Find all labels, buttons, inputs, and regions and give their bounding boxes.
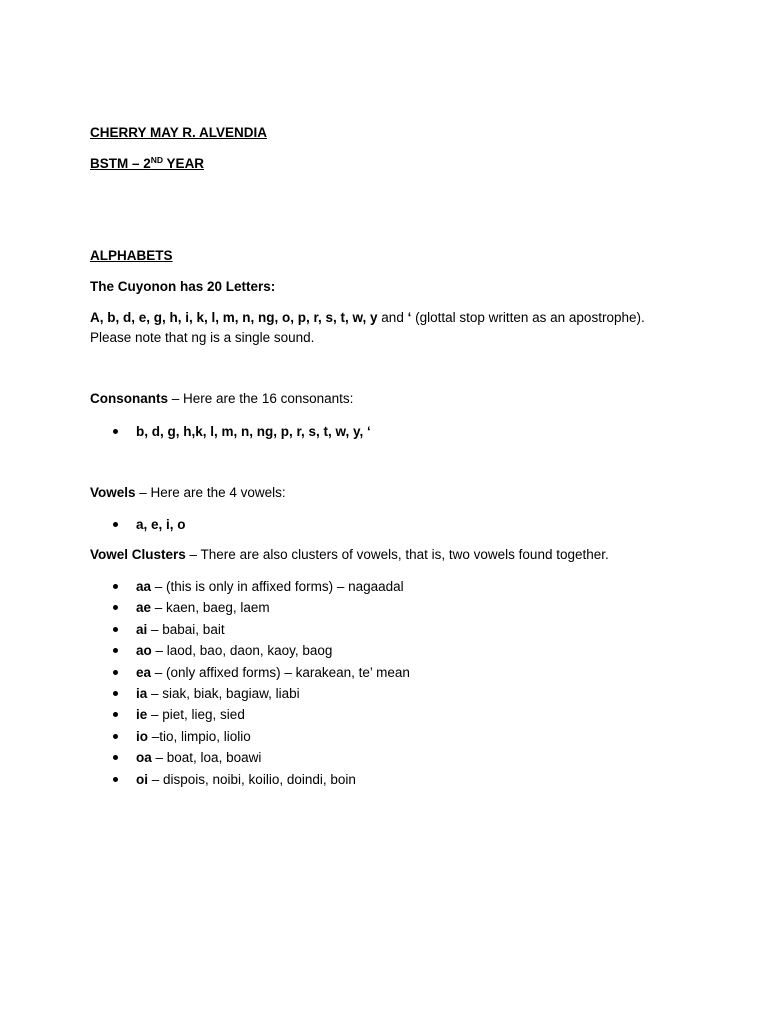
cluster-examples: – boat, loa, boawi xyxy=(151,750,262,766)
bullet-icon xyxy=(113,648,118,653)
bullet-icon xyxy=(113,584,118,589)
cluster-examples: – dispois, noibi, koilio, doindi, boin xyxy=(148,771,356,787)
list-item xyxy=(90,514,186,535)
alphabets-heading: ALPHABETS xyxy=(90,248,173,263)
list-item xyxy=(90,747,410,768)
cluster-examples: – babai, bait xyxy=(147,621,225,637)
list-item xyxy=(90,597,410,618)
cluster-examples: – siak, biak, bagiaw, liabi xyxy=(147,685,300,701)
alphabets-subheading: The Cuyonon has 20 Letters: xyxy=(90,279,276,294)
bullet-icon xyxy=(113,734,118,739)
author-name: CHERRY MAY R. ALVENDIA xyxy=(90,125,268,140)
list-item xyxy=(90,576,410,597)
vowel-clusters-intro xyxy=(90,545,609,565)
course-prefix: BSTM – 2 xyxy=(90,156,151,171)
bullet-icon xyxy=(113,605,118,610)
vowel-clusters-label: Vowel Clusters xyxy=(90,547,186,562)
cluster-label: ai xyxy=(136,621,148,637)
list-item xyxy=(90,726,410,747)
cluster-label: oa xyxy=(136,750,152,766)
consonants-label: Consonants xyxy=(90,391,169,406)
alphabet-letters: A, b, d, e, g, h, i, k, l, m, n, ng, o, p, r, s, t, w, y xyxy=(90,310,378,325)
cluster-examples: – laod, bao, daon, kaoy, baog xyxy=(151,643,333,659)
vowel-clusters-list xyxy=(90,576,410,790)
vowels-list xyxy=(90,514,186,535)
cluster-examples: – piet, lieg, sied xyxy=(147,707,245,723)
cluster-examples: – (only affixed forms) – karakean, te’ mean xyxy=(151,664,410,680)
bullet-icon xyxy=(113,777,118,782)
bullet-icon xyxy=(113,429,118,434)
list-item xyxy=(90,704,410,725)
consonants-list xyxy=(90,421,371,442)
ng-note: Please note that ng is a single sound. xyxy=(90,330,315,345)
cluster-examples: – (this is only in affixed forms) – nagaadal xyxy=(151,579,404,594)
list-item xyxy=(90,421,371,442)
course-year xyxy=(90,154,204,174)
cluster-label: ae xyxy=(136,600,152,616)
bullet-icon xyxy=(113,755,118,760)
course-ordinal-suffix: ND xyxy=(150,155,164,165)
vowel-clusters-description: – There are also clusters of vowels, that is, two vowels found together. xyxy=(185,547,609,562)
vowels-label: Vowels xyxy=(90,485,136,500)
cluster-label: ea xyxy=(136,664,152,680)
bullet-icon xyxy=(113,691,118,696)
letters-connector: and xyxy=(377,310,408,325)
list-item xyxy=(90,619,410,640)
list-item xyxy=(90,769,410,790)
apostrophe-letter: ‘ xyxy=(407,310,412,325)
list-item xyxy=(90,640,410,661)
cluster-label: oi xyxy=(136,771,148,787)
consonants-description: – Here are the 16 consonants: xyxy=(168,391,354,406)
bullet-icon xyxy=(113,522,118,527)
cluster-label: io xyxy=(136,728,148,744)
vowels-intro xyxy=(90,483,286,503)
course-suffix: YEAR xyxy=(163,156,205,171)
bullet-icon xyxy=(113,712,118,717)
bullet-icon xyxy=(113,627,118,632)
consonants-intro xyxy=(90,389,353,409)
cluster-examples: –tio, limpio, liolio xyxy=(148,728,251,744)
cluster-label: ie xyxy=(136,707,148,723)
glottal-stop-note: (glottal stop written as an apostrophe). xyxy=(411,310,645,325)
vowels-letters: a, e, i, o xyxy=(136,517,186,532)
consonants-letters: b, d, g, h,k, l, m, n, ng, p, r, s, t, w, y, ‘ xyxy=(136,424,371,439)
cluster-label: ia xyxy=(136,685,148,701)
cluster-label: aa xyxy=(136,579,152,594)
bullet-icon xyxy=(113,670,118,675)
cluster-examples: – kaen, baeg, laem xyxy=(151,600,270,616)
vowels-description: – Here are the 4 vowels: xyxy=(135,485,286,500)
list-item xyxy=(90,683,410,704)
cluster-label: ao xyxy=(136,643,152,659)
list-item xyxy=(90,662,410,683)
alphabets-paragraph xyxy=(90,308,690,348)
